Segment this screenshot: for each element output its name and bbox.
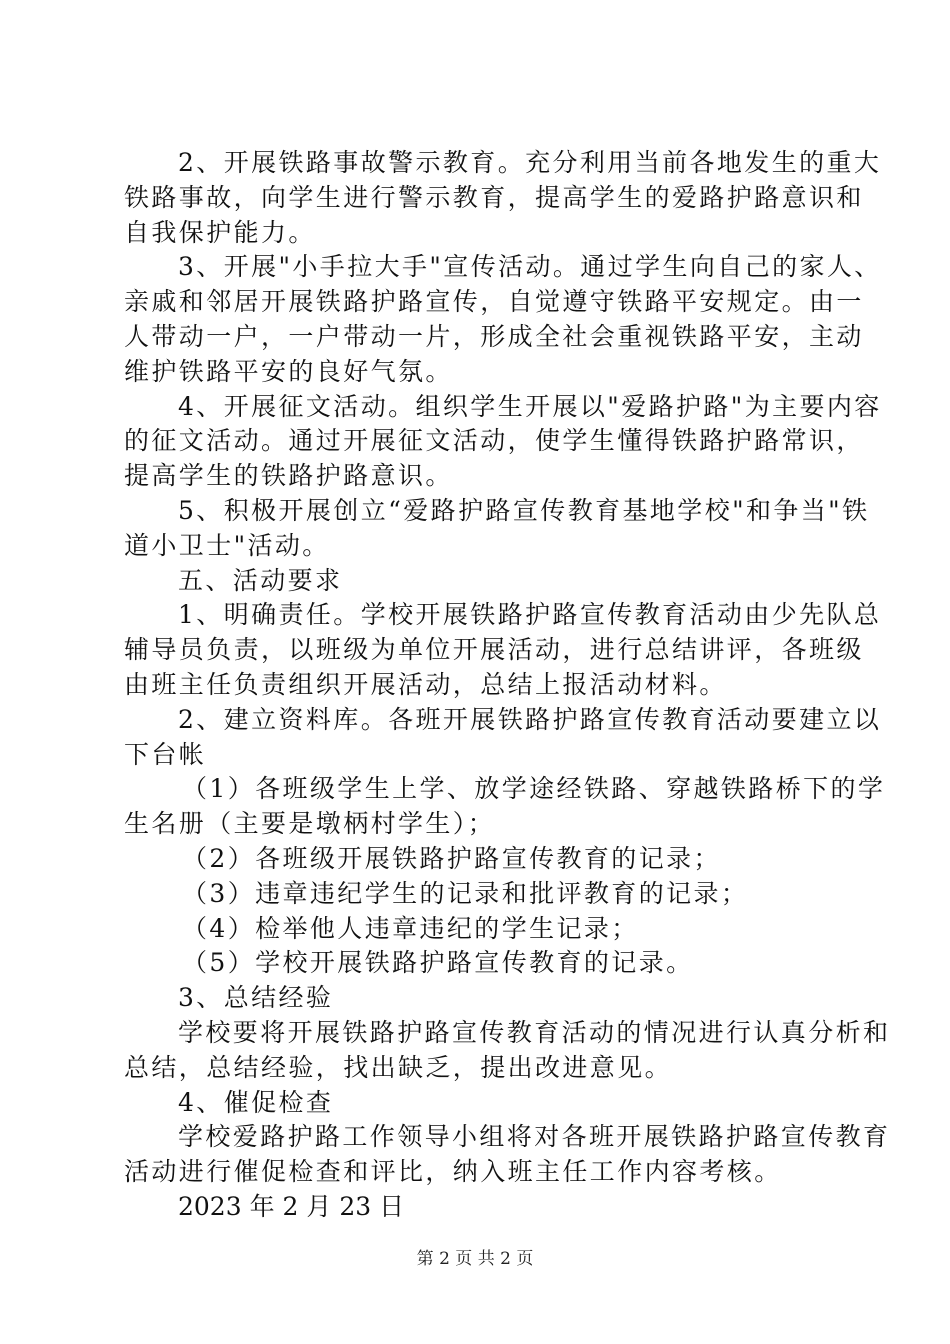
subsection-heading: 4、催促检查: [178, 1087, 334, 1117]
paragraph-line: 学校爱路护路工作领导小组将对各班开展铁路护路宣传教育: [178, 1122, 891, 1152]
paragraph-line: 由班主任负责组织开展活动，总结上报活动材料。: [124, 669, 727, 699]
list-item: （4）检举他人违章违纪的学生记录；: [182, 913, 639, 943]
paragraph-line: 下台帐: [124, 739, 207, 769]
document-body: [124, 146, 891, 1225]
paragraph-line: 人带动一户，一户带动一片，形成全社会重视铁路平安，主动: [124, 321, 864, 351]
paragraph-line: 活动进行催促检查和评比，纳入班主任工作内容考核。: [124, 1157, 782, 1187]
paragraph-line: 自我保护能力。: [124, 217, 316, 247]
paragraph-line: 辅导员负责，以班级为单位开展活动，进行总结讲评，各班级: [124, 635, 864, 665]
paragraph-line: 的征文活动。通过开展征文活动，使学生懂得铁路护路常识，: [124, 426, 864, 456]
paragraph-line: 2、建立资料库。各班开展铁路护路宣传教育活动要建立以: [178, 704, 882, 734]
page-footer: 第 2 页 共 2 页: [416, 1249, 534, 1269]
list-item: （2）各班级开展铁路护路宣传教育的记录；: [182, 843, 721, 873]
paragraph-line: 总结，总结经验，找出缺乏，提出改进意见。: [124, 1052, 673, 1082]
list-item: （3）违章违纪学生的记录和批评教育的记录；: [182, 878, 749, 908]
paragraph-line: 1、明确责任。学校开展铁路护路宣传教育活动由少先队总: [178, 600, 882, 630]
paragraph-line: 5、积极开展创立“爱路护路宣传教育基地学校"和争当"铁: [178, 495, 870, 525]
subsection-heading: 3、总结经验: [178, 983, 334, 1013]
list-item: （1）各班级学生上学、放学途经铁路、穿越铁路桥下的学: [182, 774, 886, 804]
paragraph-line: 学校要将开展铁路护路宣传教育活动的情况进行认真分析和: [178, 1017, 891, 1047]
section-heading: 五、活动要求: [178, 565, 343, 595]
paragraph-line: 提高学生的铁路护路意识。: [124, 461, 453, 491]
paragraph-line: 3、开展"小手拉大手"宣传活动。通过学生向自己的家人、: [178, 252, 882, 282]
paragraph-line: 铁路事故，向学生进行警示教育，提高学生的爱路护路意识和: [124, 182, 864, 212]
paragraph-line: 维护铁路平安的良好气氛。: [124, 356, 453, 386]
document-date: 2023 年 2 月 23 日: [178, 1191, 405, 1221]
paragraph-line: 亲戚和邻居开展铁路护路宣传，自觉遵守铁路平安规定。由一: [124, 287, 864, 317]
list-item: （5）学校开展铁路护路宣传教育的记录。: [182, 948, 694, 978]
paragraph-line: 道小卫士"活动。: [124, 530, 330, 560]
paragraph-line: 4、开展征文活动。组织学生开展以"爱路护路"为主要内容: [178, 391, 882, 421]
paragraph-line: 2、开展铁路事故警示教育。充分利用当前各地发生的重大: [178, 148, 882, 177]
list-item-continuation: 生名册（主要是墩柄村学生）；: [124, 809, 496, 839]
